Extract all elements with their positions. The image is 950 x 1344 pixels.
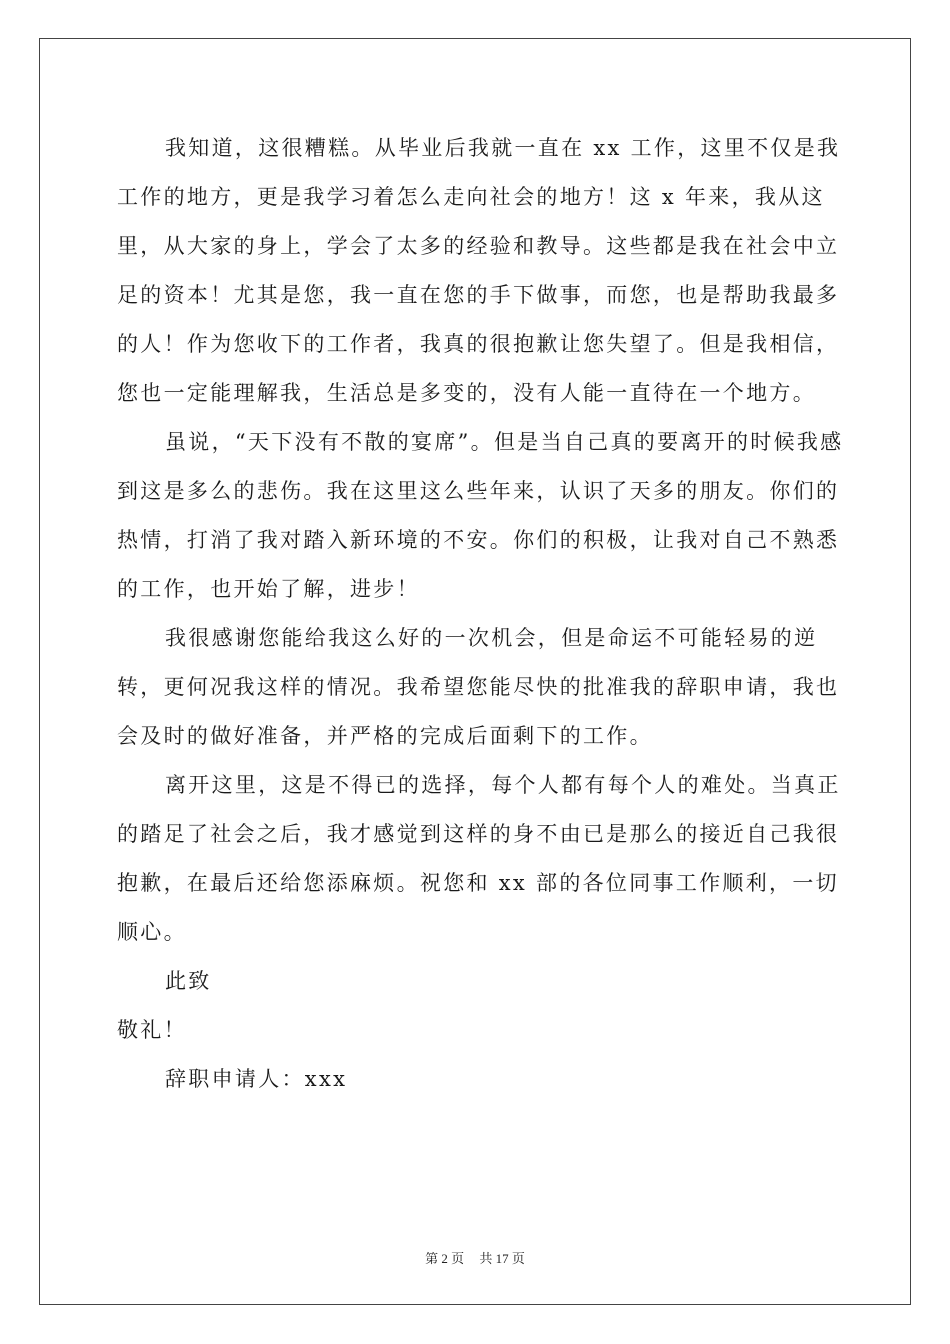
paragraph-2: 虽说，“天下没有不散的宴席”。但是当自己真的要离开的时候我感到这是多么的悲伤。我在这里这么些年来，认识了天多的朋友。你们的热情，打消了我对踏入新环境的不安。你们的积极，让我对自己不熟悉的工作，也开始了解，进步！ <box>117 430 844 601</box>
page-total: 共 17 页 <box>479 1251 525 1266</box>
letter-body <box>117 124 857 1104</box>
paragraph-4: 离开这里，这是不得已的选择，每个人都有每个人的难处。当真正的踏足了社会之后，我才感觉到这样的身不由已是那么的接近自己我很抱歉，在最后还给您添麻烦。祝您和 xx 部的各位同事工作顺利，一切顺心。 <box>117 773 841 944</box>
signature-line: 辞职申请人：xxx <box>165 1067 348 1091</box>
page-number: 第 2 页 <box>425 1251 465 1266</box>
closing-line: 此致 <box>165 969 212 993</box>
salute-line: 敬礼！ <box>117 1018 187 1042</box>
page-footer <box>0 1248 950 1267</box>
paragraph-3: 我很感谢您能给我这么好的一次机会，但是命运不可能轻易的逆转，更何况我这样的情况。我希望您能尽快的批准我的辞职申请，我也会及时的做好准备，并严格的完成后面剩下的工作。 <box>117 626 840 748</box>
paragraph-1: 我知道，这很糟糕。从毕业后我就一直在 xx 工作，这里不仅是我工作的地方，更是我学习着怎么走向社会的地方！这 x 年来，我从这里，从大家的身上，学会了太多的经验和教导。这些都是我在社会中立足的资本！尤其是您，我一直在您的手下做事，而您，也是帮助我最多的人！作为您收下的工作者，我真的很抱歉让您失望了。但是我相信，您也一定能理解我，生活总是多变的，没有人能一直待在一个地方。 <box>117 136 841 405</box>
